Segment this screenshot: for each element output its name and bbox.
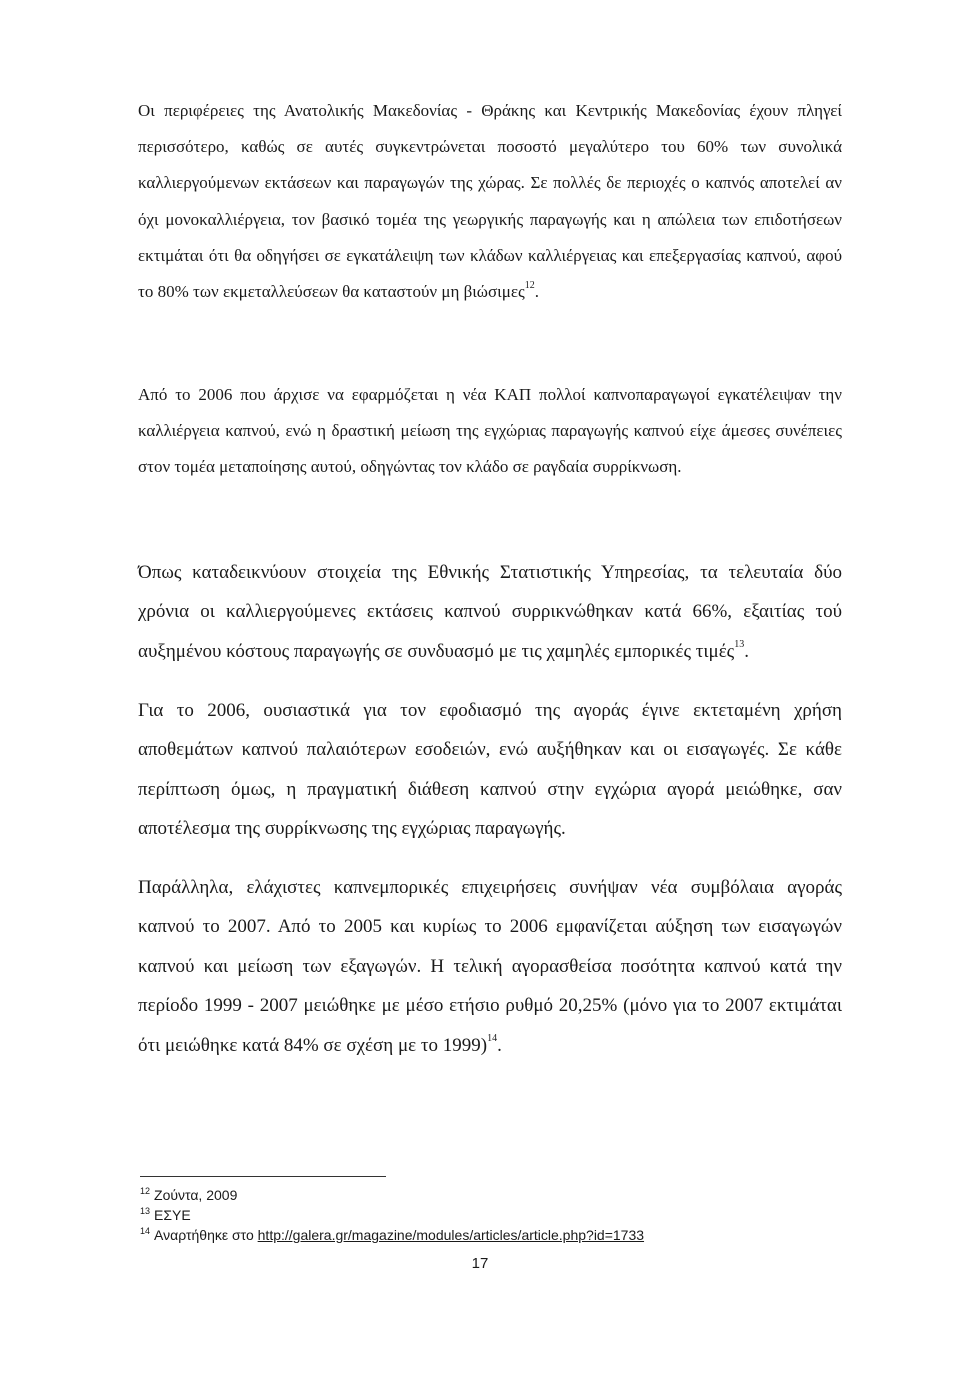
footnote-12 [140, 1185, 840, 1205]
paragraph-1 [138, 93, 842, 310]
footnote-ref-13: 13 [734, 639, 745, 651]
paragraph-5-tail: . [497, 1034, 502, 1056]
footnote-number: 13 [140, 1206, 151, 1217]
paragraph-5 [138, 868, 842, 1065]
footnote-ref-12: 12 [524, 280, 535, 292]
footnotes [140, 1185, 840, 1245]
footnote-14 [140, 1225, 840, 1245]
footnote-text: Αναρτήθηκε στο [154, 1227, 258, 1243]
paragraph-1-text: Οι περιφέρειες της Ανατολικής Μακεδονίας - Θράκης και Κεντρικής Μακεδονίας έχουν πληγεί περισσότερο, καθώς σε αυτές συγκεντρώνεται ποσοστό μεγαλύτερο του 60% των συνολικά καλλιεργούμενων εκτάσεων και παραγωγών της χώρας. Σε πολλές δε περιοχές ο καπνός αποτελεί αν όχι μονοκαλλιέργεια, τον βασικό τομέα της γεωργικής παραγωγής και η απώλεια των επιδοτήσεων εκτιμάται ότι θα οδηγήσει σε εγκατάλειψη των κλάδων καλλιέργειας και επεξεργασίας καπνού, αφού το 80% των εκμεταλλεύσεων θα καταστούν μη βιώσιμες [138, 101, 842, 302]
paragraph-2-text: Από το 2006 που άρχισε να εφαρμόζεται η νέα ΚΑΠ πολλοί καπνοπαραγωγοί εγκατέλειψαν την καλλιέργεια καπνού, ενώ η δραστική μείωση της εγχώριας παραγωγής καπνού είχε άμεσες συνέπειες στον τομέα μεταποίησης αυτού, οδηγώντας τον κλάδο σε ραγδαία συρρίκνωση. [138, 385, 842, 477]
footnote-link[interactable]: http://galera.gr/magazine/modules/articles/article.php?id=1733 [257, 1227, 645, 1243]
footnote-number: 14 [140, 1226, 151, 1237]
paragraph-4-text: Για το 2006, ουσιαστικά για τον εφοδιασμό της αγοράς έγινε εκτεταμένη χρήση αποθεμάτων καπνού παλαιότερων εσοδειών, ενώ αυξήθηκαν και οι εισαγωγές. Σε κάθε περίπτωση όμως, η πραγματική διάθεση καπνού στην εγχώρια αγορά μειώθηκε, σαν αποτέλεσμα της συρρίκνωσης της εγχώριας παραγωγής. [138, 700, 842, 840]
paragraph-5-text: Παράλληλα, ελάχιστες καπνεμπορικές επιχειρήσεις συνήψαν νέα συμβόλαια αγοράς καπνού το 2007. Από το 2005 και κυρίως το 2006 εμφανίζεται αύξηση των εισαγωγών καπνού και μείωση των εξαγωγών. Η τελική αγορασθείσα ποσότητα καπνού κατά την περίοδο 1999 - 2007 μειώθηκε με μέσο ετήσιο ρυθμό 20,25% (μόνο για το 2007 εκτιμάται ότι μειώθηκε κατά 84% σε σχέση με το 1999) [138, 877, 842, 1056]
page-number: 17 [471, 1255, 489, 1272]
paragraph-3-tail: . [744, 640, 749, 662]
footnote-ref-14: 14 [487, 1033, 498, 1045]
paragraph-3 [138, 553, 842, 671]
footnote-number: 12 [140, 1186, 151, 1197]
paragraph-3-text: Όπως καταδεικνύουν στοιχεία της Εθνικής Στατιστικής Υπηρεσίας, τα τελευταία δύο χρόνια οι καλλιεργούμενες εκτάσεις καπνού συρρικνώθηκαν κατά 66%, εξαιτίας τού αυξημένου κόστους παραγωγής σε συνδυασμό με τις χαμηλές εμπορικές τιμές [138, 562, 842, 662]
paragraph-2 [138, 377, 842, 486]
paragraph-4 [138, 691, 842, 849]
paragraph-1-tail: . [534, 282, 539, 302]
footnote-separator [140, 1176, 386, 1177]
footnote-text: Ζούντα, 2009 [154, 1187, 238, 1203]
footnote-text: ΕΣΥΕ [154, 1207, 191, 1223]
footnote-13 [140, 1205, 840, 1225]
